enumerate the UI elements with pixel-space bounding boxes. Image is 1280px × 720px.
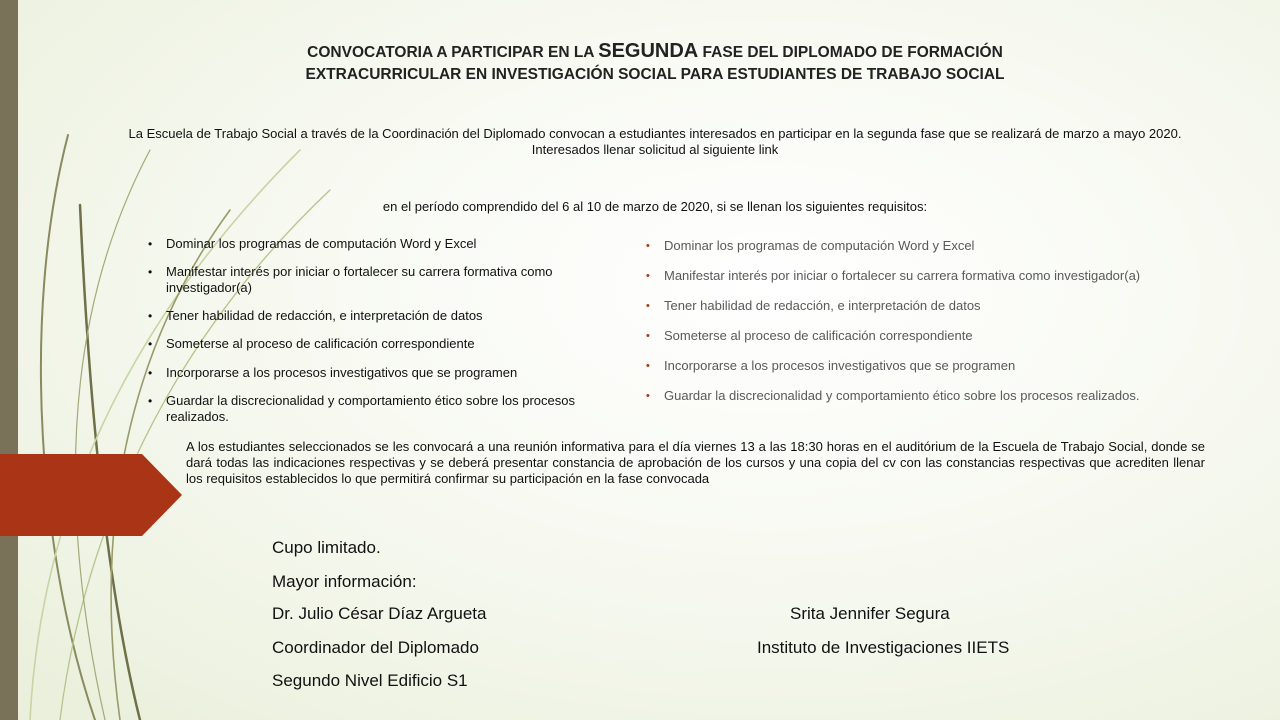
- title-line-1: CONVOCATORIA A PARTICIPAR EN LA SEGUNDA FASE DEL DIPLOMADO DE FORMACIÓN: [307, 40, 1003, 62]
- page-title: [230, 40, 1080, 86]
- requirement-item: • Dominar los programas de computación Word y Excel: [646, 238, 1246, 254]
- requirement-item: • Guardar la discrecionalidad y comportamiento ético sobre los procesos realizados.: [148, 393, 618, 425]
- arrow-polygon: [0, 454, 182, 536]
- requirement-item: • Tener habilidad de redacción, e interpretación de datos: [646, 298, 1246, 314]
- cupo-limitado: Cupo limitado.: [272, 538, 381, 557]
- title-line-2: EXTRACURRICULAR EN INVESTIGACIÓN SOCIAL PARA ESTUDIANTES DE TRABAJO SOCIAL: [305, 66, 1005, 83]
- title-emphasis: SEGUNDA: [598, 40, 699, 62]
- requirements-list-right: [646, 238, 1246, 418]
- info-paragraph: A los estudiantes seleccionados se les convocará a una reunión informativa para el día viernes 13 a las 18:30 horas en el auditórium de la Escuela de Trabajo Social, donde se dará todas las indicaciones respectivas y se deberá presentar constancia de aprobación de los cursos y una copia del cv con las constancias respectivas que acrediten llenar los requisitos establecidos lo que permitirá confirmar su participación en la fase convocada: [186, 439, 1205, 486]
- requirement-item: • Someterse al proceso de calificación correspondiente: [646, 328, 1246, 344]
- requirements-list-left: [148, 236, 618, 425]
- requirement-item: • Incorporarse a los procesos investigativos que se programen: [148, 365, 618, 381]
- contact-name-1: Dr. Julio César Díaz Argueta: [272, 604, 487, 623]
- mayor-informacion: Mayor información:: [272, 572, 417, 591]
- requirement-item: • Incorporarse a los procesos investigativos que se programen: [646, 358, 1246, 374]
- requirement-item: • Guardar la discrecionalidad y comportamiento ético sobre los procesos realizados.: [646, 388, 1246, 404]
- requirement-item: • Dominar los programas de computación Word y Excel: [148, 236, 618, 252]
- requirement-item: • Tener habilidad de redacción, e interpretación de datos: [148, 308, 618, 324]
- period-line: en el período comprendido del 6 al 10 de marzo de 2020, si se llenan los siguientes requisitos:: [382, 199, 928, 214]
- contact-role-2: Instituto de Investigaciones IIETS: [757, 638, 1010, 657]
- requirement-item: • Manifestar interés por iniciar o fortalecer su carrera formativa como investigador(a): [646, 268, 1246, 284]
- requirement-item: • Manifestar interés por iniciar o fortalecer su carrera formativa como investigador(a): [148, 264, 618, 296]
- red-arrow-shape: [0, 454, 182, 536]
- intro-paragraph: La Escuela de Trabajo Social a través de la Coordinación del Diplomado convocan a estudiantes interesados en participar en la segunda fase que se realizará de marzo a mayo 2020. Interesados llenar solicitud al siguiente link: [128, 126, 1182, 157]
- requirement-item: • Someterse al proceso de calificación correspondiente: [148, 336, 618, 352]
- contact-name-2: Srita Jennifer Segura: [790, 604, 950, 623]
- contact-role-1: Coordinador del Diplomado: [272, 638, 479, 657]
- contact-location-1: Segundo Nivel Edificio S1: [272, 671, 468, 690]
